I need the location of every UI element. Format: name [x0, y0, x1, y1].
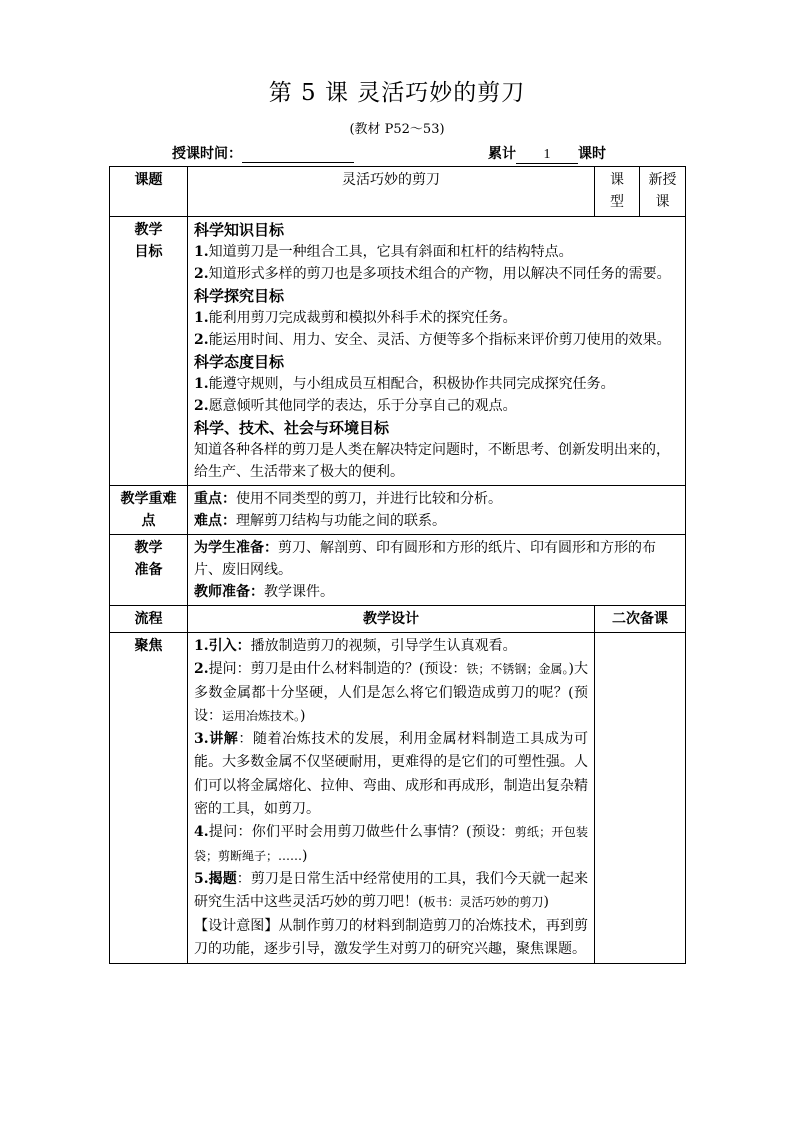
cumulative-unit: 课时 [578, 146, 606, 162]
process-header: 流程 [110, 606, 188, 633]
difficult-point: 难点：理解剪刀结构与功能之间的联系。 [194, 513, 446, 529]
keypoints-row [110, 486, 686, 535]
lesson-time [172, 143, 354, 163]
prep-content [188, 535, 686, 606]
focus-step-5: 5.揭题：剪刀是日常生活中经常使用的工具，我们今天就一起来研究生活中这些灵活巧妙的剪刀吧！(板书：灵活巧妙的剪刀) [194, 870, 589, 911]
goal-heading-knowledge: 科学知识目标 [194, 221, 285, 239]
topic-label: 课题 [110, 167, 188, 217]
goals-row [110, 217, 686, 486]
focus-content [188, 633, 595, 964]
focus-step-2: 2.提问：剪刀是由什么材料制造的？(预设：铁；不锈钢；金属。)大多数金属都十分坚硬，人们是怎么将它们锻造成剪刀的呢？(预设：运用冶炼技术。) [194, 661, 588, 724]
cumulative-hours [488, 143, 606, 164]
focus-step-3: 3.讲解：随着冶炼技术的发展，利用金属材料制造工具成为可能。大多数金属不仅坚硬耐用，更难得的是它们的可塑性强。人们可以将金属熔化、拉伸、弯曲、成形和再成形，制造出复杂精密的工具，如剪刀。 [194, 731, 589, 818]
focus-step-1: 1.引入：播放制造剪刀的视频，引导学生认真观看。 [194, 638, 517, 654]
focus-row [110, 633, 686, 964]
prep-label: 教学准备 [110, 535, 188, 606]
lesson-type-value: 新授课 [640, 167, 686, 217]
goal-item: 1.知道剪刀是一种组合工具，它具有斜面和杠杆的结构特点。 [194, 244, 573, 260]
cumulative-label: 累计 [488, 146, 516, 162]
goal-item: 1.能利用剪刀完成裁剪和模拟外科手术的探究任务。 [194, 310, 517, 326]
keypoints-label: 教学重难点 [110, 486, 188, 535]
prep-row [110, 535, 686, 606]
goals-label: 教学目标 [110, 217, 188, 486]
student-prep: 为学生准备：剪刀、解剖剪、印有圆形和方形的纸片、印有圆形和方形的布片、废旧网线。 [194, 540, 656, 578]
lesson-title: 第 5 课 灵活巧妙的剪刀 [268, 80, 526, 106]
goal-item: 2.知道形式多样的剪刀也是多项技术组合的产物，用以解决不同任务的需要。 [194, 266, 671, 282]
topic-value: 灵活巧妙的剪刀 [188, 167, 595, 217]
teacher-prep: 教师准备：教学课件。 [194, 584, 334, 600]
lesson-type-label: 课型 [595, 167, 640, 217]
flow-header-row [110, 606, 686, 633]
key-point: 重点：使用不同类型的剪刀，并进行比较和分析。 [194, 491, 502, 507]
design-header: 教学设计 [188, 606, 595, 633]
second-prep-cell [595, 633, 686, 964]
focus-label: 聚焦 [110, 633, 188, 964]
lesson-plan-table [109, 166, 686, 964]
textbook-pages: (教材 P52～53) [349, 122, 445, 137]
keypoints-content [188, 486, 686, 535]
goal-item: 1.能遵守规则，与小组成员互相配合，积极协作共同完成探究任务。 [194, 376, 615, 392]
goal-heading-sts: 科学、技术、社会与环境目标 [194, 419, 390, 437]
lesson-time-blank [242, 148, 354, 163]
topic-row [110, 167, 686, 217]
second-prep-header: 二次备课 [595, 606, 686, 633]
goal-heading-inquiry: 科学探究目标 [194, 287, 285, 305]
goal-item: 2.愿意倾听其他同学的表达，乐于分享自己的观点。 [194, 398, 517, 414]
goal-item: 知道各种各样的剪刀是人类在解决特定问题时，不断思考、创新发明出来的，给生产、生活带来了极大的便利。 [194, 442, 670, 480]
design-intent: 【设计意图】从制作剪刀的材料到制造剪刀的冶炼技术，再到剪刀的功能，逐步引导，激发学生对剪刀的研究兴趣，聚焦课题。 [194, 917, 588, 957]
goals-content [188, 217, 686, 486]
goal-item: 2.能运用时间、用力、安全、灵活、方便等多个指标来评价剪刀使用的效果。 [194, 332, 671, 348]
cumulative-value: 1 [516, 147, 578, 164]
lesson-time-label: 授课时间： [172, 146, 242, 162]
goal-heading-attitude: 科学态度目标 [194, 353, 285, 371]
focus-step-4: 4.提问：你们平时会用剪刀做些什么事情？(预设：剪纸；开包装袋；剪断绳子；……) [194, 824, 588, 864]
